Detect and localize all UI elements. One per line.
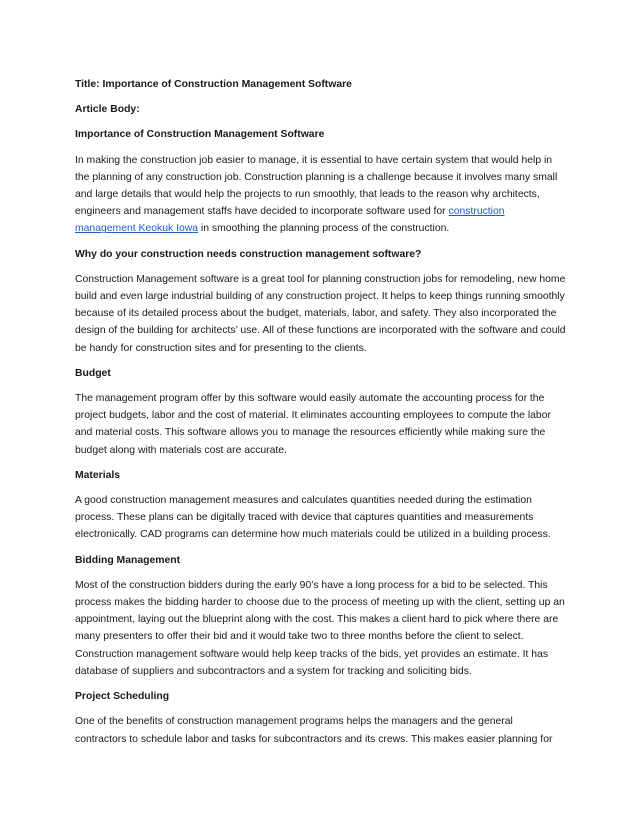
document-page — [75, 76, 566, 756]
document-title: Title: Importance of Construction Management Software — [75, 79, 352, 90]
section-text-scheduling: One of the benefits of construction management programs helps the managers and the general contractors to schedule labor and tasks for subcontractors and its crews. This makes easier planning for — [75, 716, 553, 745]
section-text-why: Construction Management software is a great tool for planning construction jobs for remodeling, new home build and even large industrial building of any construction project. It helps to keep things running smoothly because of its detailed process about the budget, materials, labor, and safety. They also incorporated the design of the building for architects’ use. All of these functions are incorporated with the software and could be handy for construction sites and for presenting to the clients. — [75, 273, 566, 354]
section-heading-materials: Materials — [75, 469, 121, 481]
text-before-link: In making the construction job easier to manage, it is essential to have certain system that would help in the planning of any construction job. Construction planning is a challenge because it involves many small and large details that would help the projects to run smoothly, that leads to the reason why architects, engineers and management staffs have decided to incorporate software used for — [75, 154, 558, 218]
section-heading-budget: Budget — [75, 367, 111, 379]
section-text-budget: The management program offer by this software would easily automate the accounting process for the project budgets, labor and the cost of material. It eliminates accounting employees to compute the labor and material costs. This software allows you to manage the resources efficiently while making sure the budget along with materials cost are accurate. — [75, 393, 551, 456]
text-after-link: in smoothing the planning process of the construction. — [198, 223, 450, 235]
section-text-materials: A good construction management measures and calculates quantities needed during the estimation process. These plans can be digitally traced with device that captures quantities and measurements electronically. CAD programs can determine how much materials could be utilized in a building process. — [75, 495, 551, 541]
section-heading-importance: Importance of Construction Management Software — [75, 129, 325, 141]
construction-management-link[interactable]: construction management Keokuk Iowa — [75, 206, 505, 235]
section-heading-why: Why do your construction needs construction management software? — [75, 248, 422, 260]
section-text-importance — [75, 152, 566, 238]
section-heading-scheduling: Project Scheduling — [75, 691, 170, 703]
section-text-bidding: Most of the construction bidders during the early 90’s have a long process for a bid to be selected. This process makes the bidding harder to choose due to the process of meeting up with the client, setting up an appointment, laying out the blueprint along with the cost. This makes a client hard to pick where there are many presenters to offer their bid and it would take two to three months before the client to select. Construction management software would help keep tracks of the bids, yet provides an estimate. It has database of suppliers and subcontractors and a system for tracking and soliciting bids. — [75, 579, 565, 677]
section-heading-bidding: Bidding Management — [75, 554, 181, 566]
article-body-label: Article Body: — [75, 104, 140, 116]
